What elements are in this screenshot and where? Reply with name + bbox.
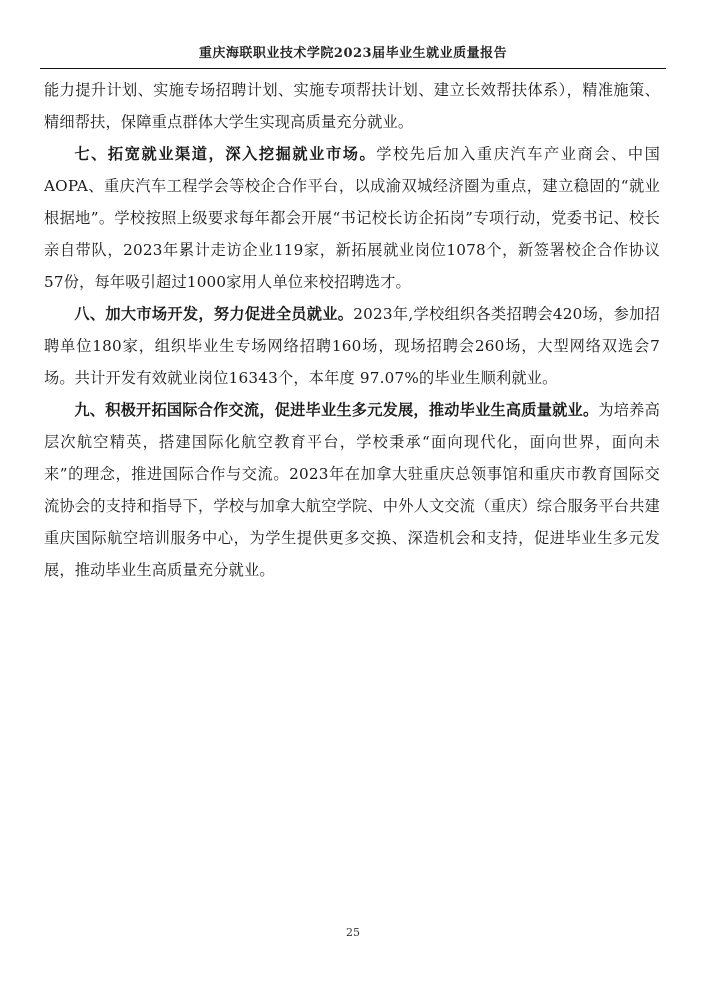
paragraph-section-9	[44, 394, 660, 586]
paragraph-section-8	[44, 298, 660, 394]
paragraph-text: 能力提升计划、实施专场招聘计划、实施专项帮扶计划、建立长效帮扶体系），精准施策、精细帮扶，保障重点群体大学生实现高质量充分就业。	[44, 81, 660, 131]
paragraph-text: 为培养高层次航空精英，搭建国际化航空教育平台，学校秉承“面向现代化，面向世界，面向未来”的理念，推进国际合作与交流。2023年在加拿大驻重庆总领事馆和重庆市教育国际交流协会的支持和指导下，学校与加拿大航空学院、中外人文交流（重庆）综合服务平台共建重庆国际航空培训服务中心，为学生提供更多交换、深造机会和支持，促进毕业生多元发展，推动毕业生高质量充分就业。	[44, 401, 660, 579]
section-heading: 七、拓宽就业渠道，深入挖掘就业市场。	[74, 145, 377, 163]
section-heading: 九、积极开拓国际合作交流，促进毕业生多元发展，推动毕业生高质量就业。	[74, 401, 599, 419]
document-body	[44, 74, 660, 586]
running-header: 重庆海联职业技术学院2023届毕业生就业质量报告	[198, 46, 508, 61]
page-number: 25	[346, 926, 360, 939]
paragraph-text: 2023年,学校组织各类招聘会420场，参加招聘单位180家，组织毕业生专场网络招聘160场，现场招聘会260场，大型网络双选会7场。共计开发有效就业岗位16343个，本年度 97.07%的毕业生顺利就业。	[44, 305, 660, 387]
header-divider	[40, 68, 666, 69]
paragraph-text: 学校先后加入重庆汽车产业商会、中国AOPA、重庆汽车工程学会等校企合作平台，以成渝双城经济圈为重点，建立稳固的“就业根据地”。学校按照上级要求每年都会开展“书记校长访企拓岗”专项行动，党委书记、校长亲自带队，2023年累计走访企业119家，新拓展就业岗位1078个，新签署校企合作协议57份，每年吸引超过1000家用人单位来校招聘选才。	[44, 145, 660, 291]
paragraph-continuation	[44, 74, 660, 138]
paragraph-section-7	[44, 138, 660, 298]
section-heading: 八、加大市场开发，努力促进全员就业。	[74, 305, 354, 323]
